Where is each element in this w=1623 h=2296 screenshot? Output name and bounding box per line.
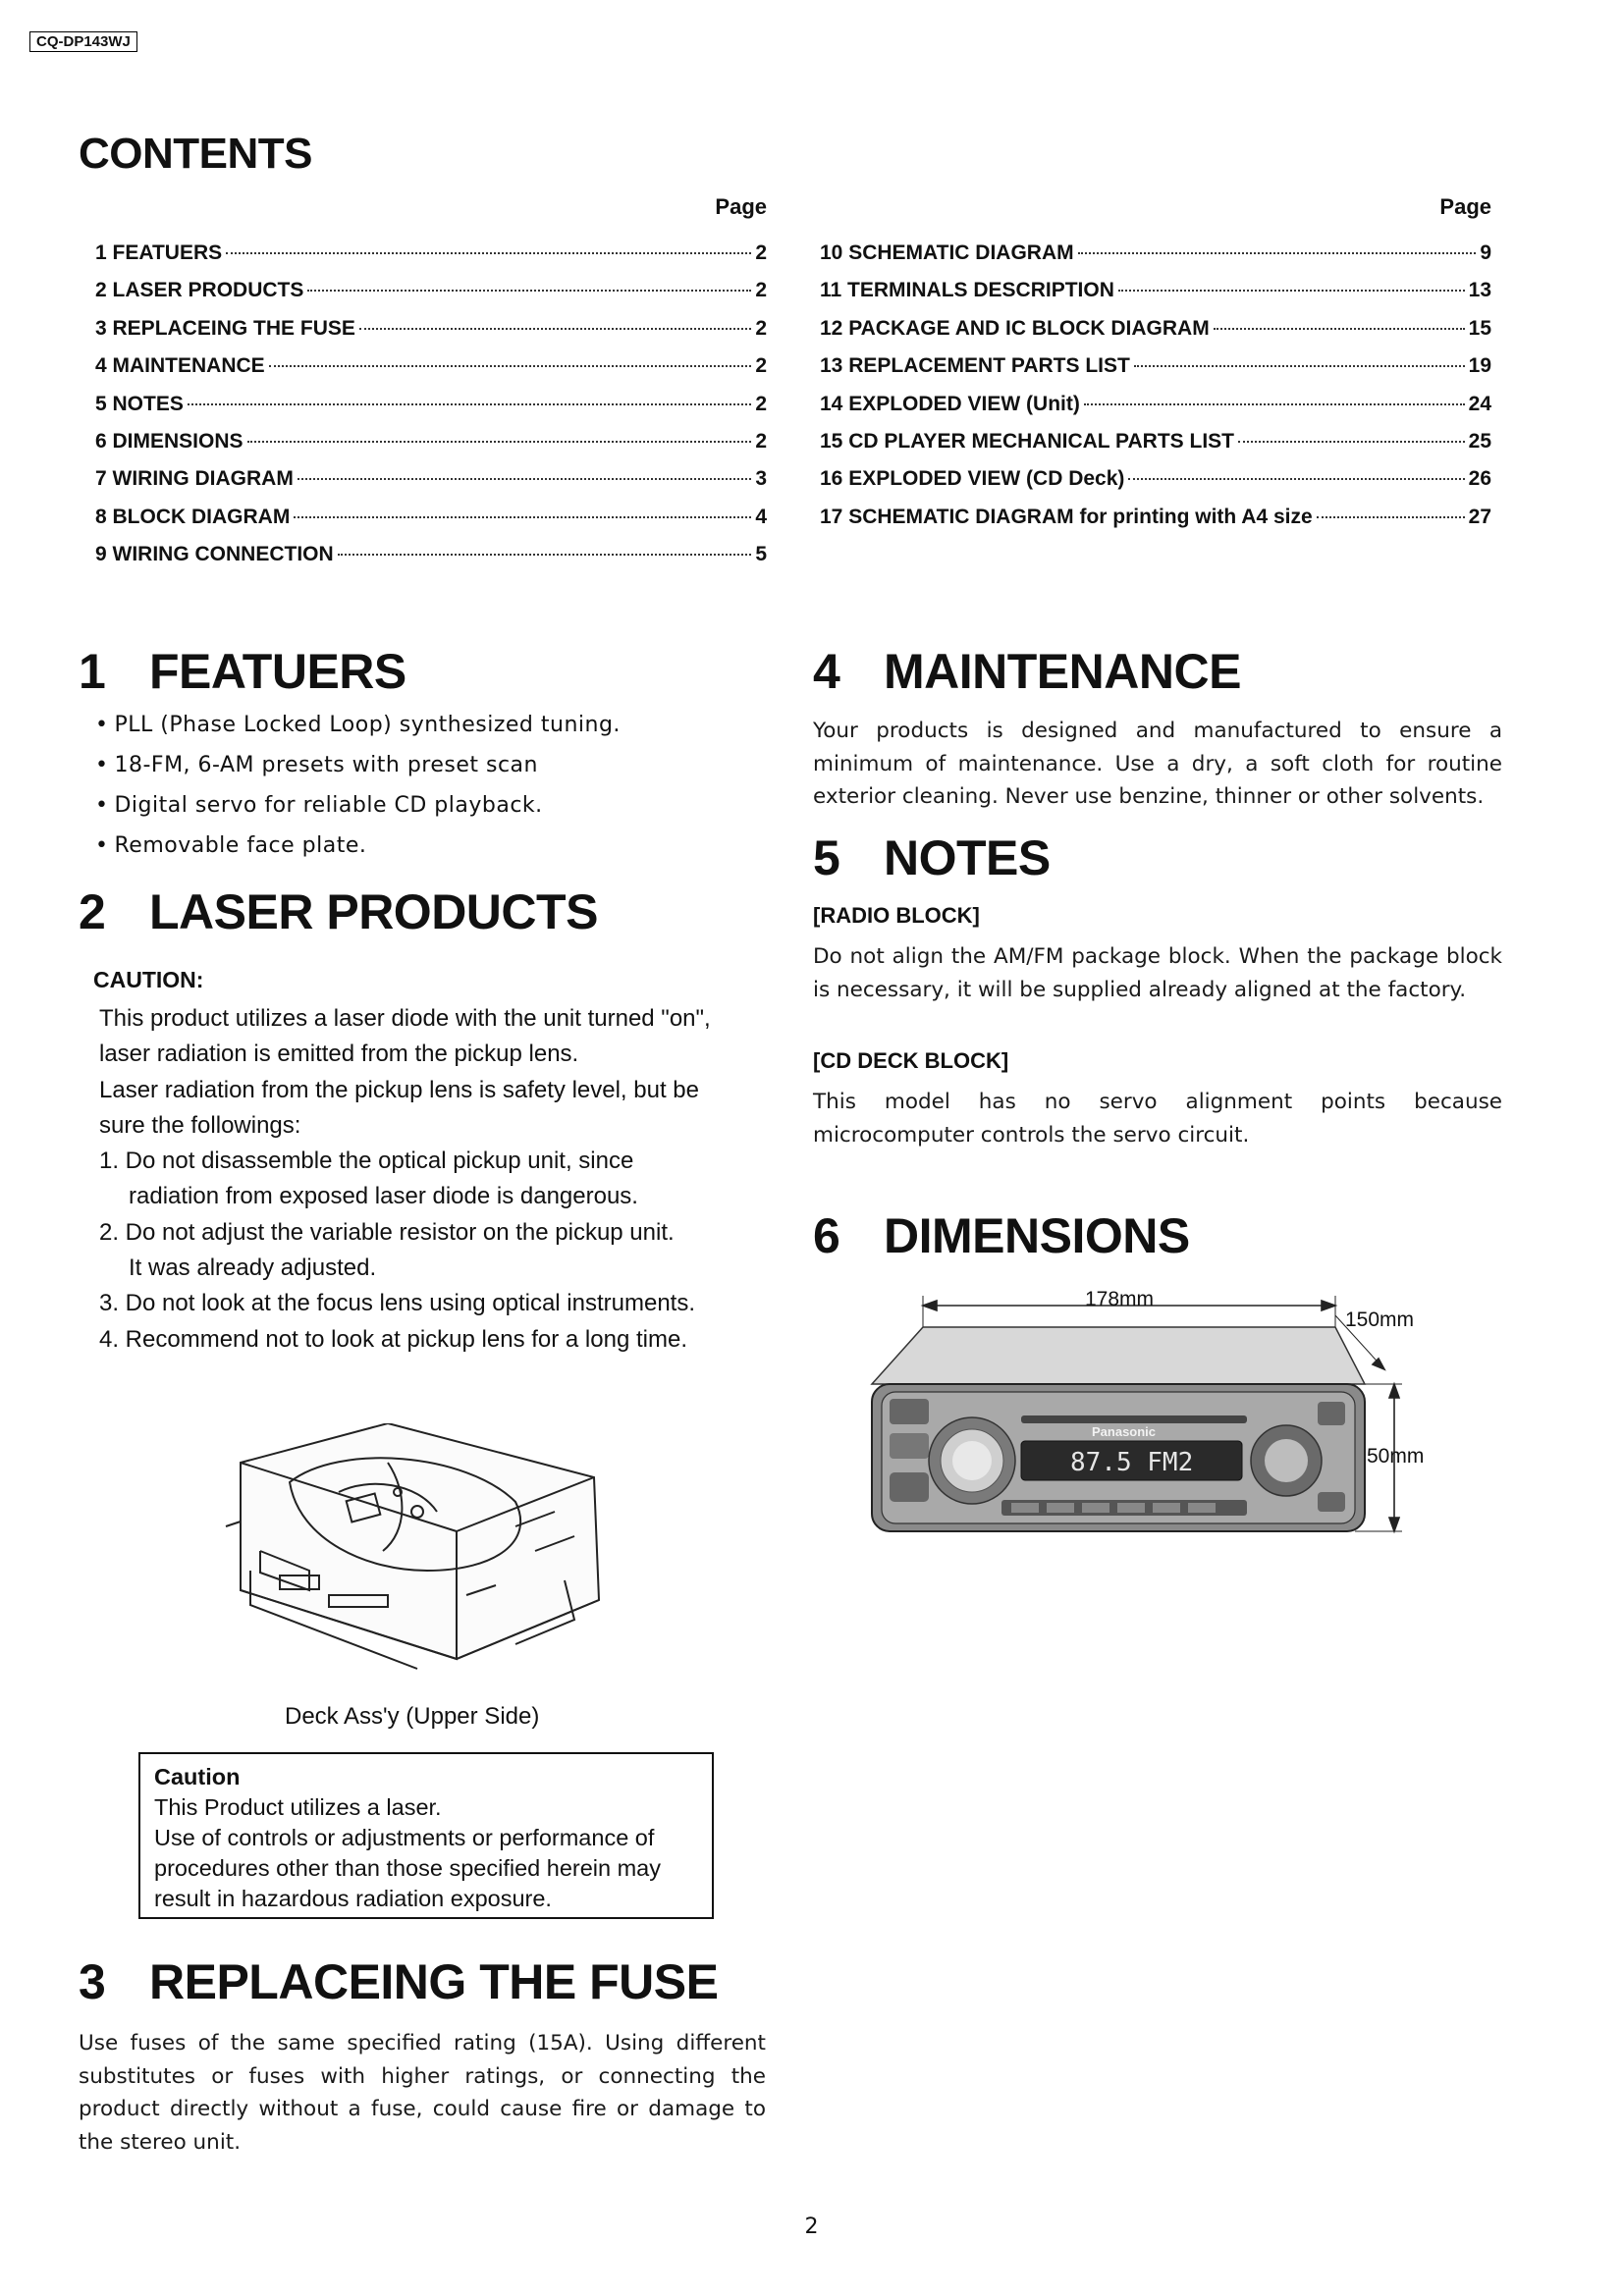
toc-entry[interactable] xyxy=(820,317,1491,354)
deck-assembly-drawing xyxy=(221,1423,609,1698)
toc-entry[interactable] xyxy=(820,354,1491,392)
caution-line: Laser radiation from the pickup lens is safety level, but be xyxy=(99,1076,699,1103)
toc-entry[interactable] xyxy=(820,506,1491,543)
section-number: 5 xyxy=(813,830,840,885)
section-number: 1 xyxy=(79,644,106,699)
radio-block-text: Do not align the AM/FM package block. When the package block is necessary, it will be supplied already aligned at the factory. xyxy=(813,944,1502,1002)
toc-left xyxy=(95,194,767,581)
toc-leader xyxy=(359,328,751,330)
toc-entry-page: 13 xyxy=(1468,279,1491,302)
toc-leader xyxy=(226,252,751,254)
toc-entry-title: 4 MAINTENANCE xyxy=(95,354,265,378)
section-title: FEATUERS xyxy=(149,644,406,699)
car-stereo-illustration xyxy=(872,1327,1365,1531)
toc-entry-title: 5 NOTES xyxy=(95,392,184,415)
caution-line: laser radiation is emitted from the pickup lens. xyxy=(99,1041,579,1068)
section-number: 3 xyxy=(79,1954,106,2009)
caution-line: 4. Recommend not to look at pickup lens for a long time. xyxy=(99,1325,687,1353)
caution-box-line: result in hazardous radiation exposure. xyxy=(154,1886,552,1911)
toc-leader xyxy=(1134,365,1465,367)
toc-entry-page: 26 xyxy=(1468,467,1491,491)
toc-entry[interactable] xyxy=(95,279,767,316)
section-features-heading xyxy=(79,643,406,700)
toc-leader xyxy=(1084,403,1465,405)
toc-leader xyxy=(1317,516,1465,518)
toc-leader xyxy=(298,478,751,480)
toc-entry-title: 7 WIRING DIAGRAM xyxy=(95,467,294,491)
caution-box-line: This Product utilizes a laser. xyxy=(154,1794,442,1820)
caution-box-line: procedures other than those specified herein may xyxy=(154,1855,662,1881)
toc-entry[interactable] xyxy=(820,279,1491,316)
caution-line: It was already adjusted. xyxy=(129,1255,377,1282)
section-maintenance-heading xyxy=(813,643,1241,700)
toc-entry[interactable] xyxy=(95,467,767,505)
toc-entry[interactable] xyxy=(95,506,767,543)
toc-entry[interactable] xyxy=(820,241,1491,279)
toc-page-label: Page xyxy=(715,194,767,219)
caution-box xyxy=(138,1752,714,1919)
page-number: 2 xyxy=(804,2215,819,2239)
toc-leader xyxy=(1118,290,1465,292)
caution-line: 2. Do not adjust the variable resistor on the pickup unit. xyxy=(99,1218,675,1246)
section-fuse-heading xyxy=(79,1953,718,2010)
caution-line: This product utilizes a laser diode with the unit turned "on", xyxy=(99,1005,711,1032)
width-label: 178mm xyxy=(1085,1288,1155,1310)
toc-leader xyxy=(188,403,751,405)
toc-entry[interactable] xyxy=(95,393,767,430)
contents-title: CONTENTS xyxy=(79,130,312,178)
toc-entry-title: 12 PACKAGE AND IC BLOCK DIAGRAM xyxy=(820,316,1210,340)
toc-entry-page: 2 xyxy=(755,316,767,340)
toc-entry-title: 9 WIRING CONNECTION xyxy=(95,543,334,566)
laser-caution-text xyxy=(99,1001,711,1358)
caution-line: sure the followings: xyxy=(99,1111,301,1139)
toc-entry[interactable] xyxy=(95,430,767,467)
cd-deck-block-text: This model has no servo alignment points because microcomputer controls the servo circuit. xyxy=(813,1090,1502,1148)
toc-entry-title: 16 EXPLODED VIEW (CD Deck) xyxy=(820,467,1125,491)
toc-leader xyxy=(307,290,751,292)
toc-entry[interactable] xyxy=(95,317,767,354)
section-title: LASER PRODUCTS xyxy=(149,884,598,939)
toc-leader xyxy=(338,554,752,556)
toc-entry-page: 25 xyxy=(1468,429,1491,453)
toc-entry-page: 24 xyxy=(1468,392,1491,415)
toc-entry-page: 2 xyxy=(755,354,767,378)
fuse-text: Use fuses of the same specified rating (15A). Using different substitutes or fuses with higher ratings, or connecting the product directly without a fuse, could cause fire or damage to the stereo unit. xyxy=(79,2031,766,2155)
section-title: NOTES xyxy=(884,830,1051,885)
toc-entry-title: 2 LASER PRODUCTS xyxy=(95,279,304,302)
section-number: 4 xyxy=(813,644,840,699)
toc-entry-page: 15 xyxy=(1468,316,1491,340)
section-number: 6 xyxy=(813,1208,840,1263)
toc-entry-page: 2 xyxy=(755,429,767,453)
toc-entry-title: 13 REPLACEMENT PARTS LIST xyxy=(820,354,1130,378)
toc-entry-page: 9 xyxy=(1480,241,1491,264)
toc-entry-title: 14 EXPLODED VIEW (Unit) xyxy=(820,392,1080,415)
list-item: • PLL (Phase Locked Loop) synthesized tuning. xyxy=(95,713,621,753)
toc-entry-page: 2 xyxy=(755,392,767,415)
model-tag: CQ-DP143WJ xyxy=(29,31,137,52)
features-list xyxy=(95,713,621,874)
section-title: DIMENSIONS xyxy=(884,1208,1190,1263)
section-notes-heading xyxy=(813,829,1051,886)
depth-label: 150mm xyxy=(1345,1308,1415,1331)
toc-leader xyxy=(294,516,751,518)
deck-caption: Deck Ass'y (Upper Side) xyxy=(285,1703,540,1730)
list-item: • 18-FM, 6-AM presets with preset scan xyxy=(95,753,621,793)
section-title: MAINTENANCE xyxy=(884,644,1241,699)
caution-line: radiation from exposed laser diode is dangerous. xyxy=(129,1183,638,1210)
toc-entry-title: 11 TERMINALS DESCRIPTION xyxy=(820,279,1114,302)
toc-entry-page: 4 xyxy=(755,505,767,528)
section-title: REPLACEING THE FUSE xyxy=(149,1954,719,2009)
toc-entry-page: 27 xyxy=(1468,505,1491,528)
toc-entry-title: 15 CD PLAYER MECHANICAL PARTS LIST xyxy=(820,429,1234,453)
toc-right xyxy=(820,194,1491,543)
toc-leader xyxy=(1238,441,1465,443)
toc-leader xyxy=(1214,328,1465,330)
toc-entry-page: 19 xyxy=(1468,354,1491,378)
toc-leader xyxy=(247,441,752,443)
toc-entry[interactable] xyxy=(95,241,767,279)
section-laser-heading xyxy=(79,883,598,940)
caution-box-line: Use of controls or adjustments or performance of xyxy=(154,1825,655,1850)
toc-entry-page: 2 xyxy=(755,241,767,264)
section-dimensions-heading xyxy=(813,1207,1190,1264)
caution-line: 1. Do not disassemble the optical pickup unit, since xyxy=(99,1148,634,1175)
brand-label: Panasonic xyxy=(1092,1424,1157,1439)
toc-entry-page: 3 xyxy=(755,467,767,491)
toc-leader xyxy=(269,365,752,367)
toc-page-label: Page xyxy=(1439,194,1491,219)
caution-line: 3. Do not look at the focus lens using optical instruments. xyxy=(99,1290,695,1317)
caution-label: CAUTION: xyxy=(93,967,204,992)
toc-entry-title: 6 DIMENSIONS xyxy=(95,429,243,453)
height-label: 50mm xyxy=(1367,1445,1425,1468)
toc-entry[interactable] xyxy=(820,467,1491,505)
list-item: • Digital servo for reliable CD playback. xyxy=(95,793,621,833)
cd-deck-block-heading: [CD DECK BLOCK] xyxy=(813,1048,1009,1073)
toc-entry-title: 1 FEATUERS xyxy=(95,241,223,264)
maintenance-text: Your products is designed and manufactured to ensure a minimum of maintenance. Use a dry, a soft cloth for routine exterior cleaning. Never use benzine, thinner or other solvents. xyxy=(813,719,1502,809)
toc-entry-page: 5 xyxy=(755,543,767,566)
section-number: 2 xyxy=(79,884,106,939)
dimensions-drawing xyxy=(864,1276,1453,1551)
toc-entry-title: 3 REPLACEING THE FUSE xyxy=(95,316,355,340)
toc-entry[interactable] xyxy=(820,430,1491,467)
toc-leader xyxy=(1128,478,1464,480)
toc-entry[interactable] xyxy=(820,393,1491,430)
toc-entry[interactable] xyxy=(95,543,767,580)
toc-entry-title: 8 BLOCK DIAGRAM xyxy=(95,505,291,528)
display-readout: 87.5 FM2 xyxy=(1070,1448,1194,1477)
toc-entry[interactable] xyxy=(95,354,767,392)
caution-box-title: Caution xyxy=(154,1764,241,1789)
toc-entry-title: 17 SCHEMATIC DIAGRAM for printing with A4 size xyxy=(820,505,1313,528)
toc-leader xyxy=(1078,252,1477,254)
radio-block-heading: [RADIO BLOCK] xyxy=(813,903,980,928)
toc-entry-page: 2 xyxy=(755,279,767,302)
list-item: • Removable face plate. xyxy=(95,833,621,874)
toc-entry-title: 10 SCHEMATIC DIAGRAM xyxy=(820,241,1074,264)
